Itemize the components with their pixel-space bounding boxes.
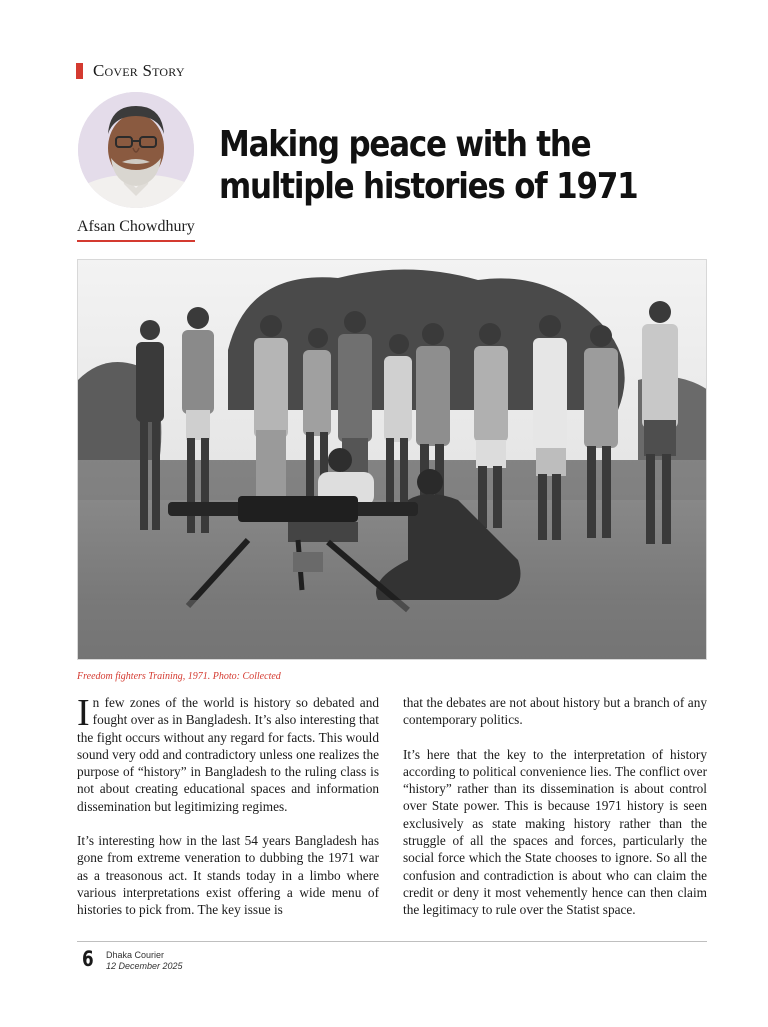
article-paragraph: It’s interesting how in the last 54 years Bangladesh has gone from extreme veneration to dubbing the 1971 war as a treasonous act. It stands today in a limbo where various interpretations exist offering a wide menu of histories to pick from. The key issue is bbox=[77, 833, 379, 918]
article-column-left bbox=[77, 694, 379, 936]
article-photo bbox=[77, 259, 707, 660]
drop-cap: I bbox=[77, 692, 90, 734]
paragraph-text: n few zones of the world is history so debated and fought over as in Bangladesh. It’s also interesting that the fight occurs without any regard for facts. This would sound very odd and contradictory unless one realizes the purpose of “history” in Bangladesh to the ruling class is not about creating educational spaces and information dissemination but legitimizing regimes. bbox=[77, 695, 379, 814]
author-portrait bbox=[78, 92, 194, 208]
section-label bbox=[76, 60, 185, 82]
article-headline: Making peace with the multiple histories of 1971 bbox=[219, 124, 638, 207]
footer-rule bbox=[77, 941, 707, 942]
section-label-text: Cover Story bbox=[93, 61, 185, 80]
article-paragraph bbox=[77, 694, 379, 815]
publication-date: 12 December 2025 bbox=[106, 961, 183, 971]
publication-name: Dhaka Courier bbox=[106, 950, 165, 960]
author-byline: Afsan Chowdhury bbox=[77, 218, 195, 242]
section-accent-bar bbox=[76, 63, 83, 79]
article-column-right bbox=[403, 694, 707, 936]
article-paragraph: It’s here that the key to the interpretation of history according to political convenience lies. The conflict over “history” rather than its dissemination is about control over State power. This is because 1971 history is seen exclusively as state making history rather than the struggle of all the spaces and forces, particularly the social force which the State chooses to ignore. So all the confusion and contradiction is about who can claim the credit or deny it most vehemently hence can then claim the legitimacy to rule over the Statist space. bbox=[403, 746, 707, 918]
page-number: 6 bbox=[82, 947, 94, 971]
article-paragraph: that the debates are not about history but a branch of any contemporary politics. bbox=[403, 695, 707, 728]
photo-caption: Freedom fighters Training, 1971. Photo: Collected bbox=[77, 671, 281, 682]
